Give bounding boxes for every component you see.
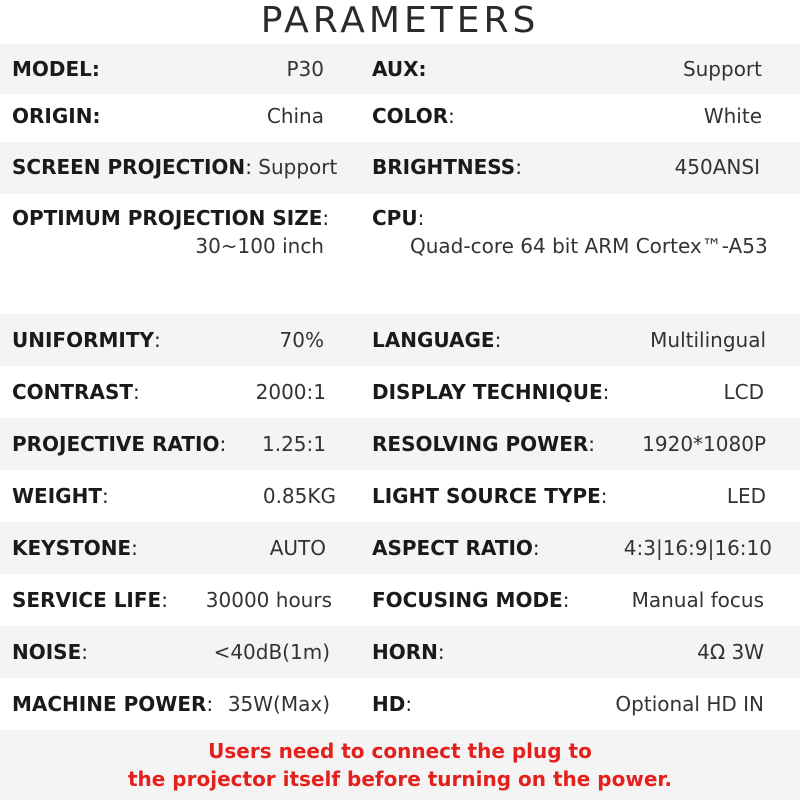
- aspect-ratio-value: 4:3|16:9|16:10: [623, 536, 772, 560]
- focusing-mode-value: Manual focus: [631, 588, 764, 612]
- spec-row: OPTIMUM PROJECTION SIZE: 30~100 inch CPU: Quad-core 64 bit ARM Cortex™-A53: [0, 194, 800, 314]
- noise-value: <40dB(1m): [213, 640, 330, 664]
- aux-label: AUX:: [372, 57, 427, 81]
- spec-row: PROJECTIVE RATIO: 1.25:1 RESOLVING POWER: 1920*1080P: [0, 418, 800, 470]
- warning-note: [0, 730, 800, 800]
- machine-power-value: 35W(Max): [227, 692, 330, 716]
- noise-label: NOISE: [12, 640, 82, 664]
- resolving-power-value: 1920*1080P: [642, 432, 766, 456]
- weight-value: 0.85KG: [262, 484, 336, 508]
- brightness-label: BRIGHTNESS: [372, 155, 516, 179]
- uniformity-label: UNIFORMITY: [12, 328, 154, 352]
- contrast-value: 2000:1: [255, 380, 326, 404]
- hd-value: Optional HD IN: [615, 692, 764, 716]
- hd-label: HD: [372, 692, 406, 716]
- spec-row: SERVICE LIFE: 30000 hours FOCUSING MODE: Manual focus: [0, 574, 800, 626]
- spec-row: ORIGIN: China COLOR: White: [0, 94, 800, 142]
- service-life-label: SERVICE LIFE: [12, 588, 162, 612]
- cpu-value: Quad-core 64 bit ARM Cortex™-A53: [410, 234, 768, 258]
- color-value: White: [703, 104, 762, 128]
- brightness-value: 450ANSI: [674, 155, 760, 179]
- spec-row: [0, 44, 800, 94]
- horn-label: HORN: [372, 640, 438, 664]
- model-label: MODEL:: [12, 57, 100, 81]
- contrast-label: CONTRAST: [12, 380, 133, 404]
- warning-note-line2: the projector itself before turning on the power.: [127, 767, 672, 791]
- focusing-mode-label: FOCUSING MODE: [372, 588, 563, 612]
- optimum-projection-size-label: OPTIMUM PROJECTION SIZE: [12, 206, 323, 230]
- light-source-type-label: LIGHT SOURCE TYPE: [372, 484, 601, 508]
- machine-power-label: MACHINE POWER: [12, 692, 207, 716]
- spec-row: NOISE: <40dB(1m) HORN: 4Ω 3W: [0, 626, 800, 678]
- language-value: Multilingual: [650, 328, 766, 352]
- service-life-value: 30000 hours: [205, 588, 332, 612]
- spec-row: CONTRAST: 2000:1 DISPLAY TECHNIQUE: LCD: [0, 366, 800, 418]
- spec-row: MACHINE POWER: 35W(Max) HD: Optional HD IN: [0, 678, 800, 730]
- resolving-power-label: RESOLVING POWER: [372, 432, 589, 456]
- model-value: P30: [286, 57, 324, 81]
- horn-value: 4Ω 3W: [697, 640, 764, 664]
- cpu-label: CPU: [372, 206, 418, 230]
- keystone-label: KEYSTONE: [12, 536, 132, 560]
- keystone-value: AUTO: [269, 536, 326, 560]
- screen-projection-label: SCREEN PROJECTION: [12, 155, 246, 179]
- origin-value: China: [266, 104, 324, 128]
- light-source-type-value: LED: [726, 484, 766, 508]
- color-label: COLOR: [372, 104, 449, 128]
- projective-ratio-value: 1.25:1: [262, 432, 326, 456]
- display-technique-label: DISPLAY TECHNIQUE: [372, 380, 603, 404]
- optimum-projection-size-value: 30~100 inch: [195, 234, 324, 258]
- display-technique-value: LCD: [723, 380, 764, 404]
- weight-label: WEIGHT: [12, 484, 102, 508]
- origin-label: ORIGIN:: [12, 104, 101, 128]
- projective-ratio-label: PROJECTIVE RATIO: [12, 432, 220, 456]
- screen-projection-value: Support: [251, 155, 338, 179]
- spec-row: SCREEN PROJECTION: Support BRIGHTNESS: 450ANSI: [0, 142, 800, 194]
- spec-row: KEYSTONE: AUTO ASPECT RATIO: 4:3|16:9|16:10: [0, 522, 800, 574]
- aspect-ratio-label: ASPECT RATIO: [372, 536, 533, 560]
- page-title: PARAMETERS: [260, 0, 540, 41]
- uniformity-value: 70%: [279, 328, 324, 352]
- aux-value: Support: [682, 57, 762, 81]
- language-label: LANGUAGE: [372, 328, 495, 352]
- warning-note-line1: Users need to connect the plug to: [208, 739, 592, 763]
- spec-row: WEIGHT: 0.85KG LIGHT SOURCE TYPE: LED: [0, 470, 800, 522]
- spec-row: UNIFORMITY: 70% LANGUAGE: Multilingual: [0, 314, 800, 366]
